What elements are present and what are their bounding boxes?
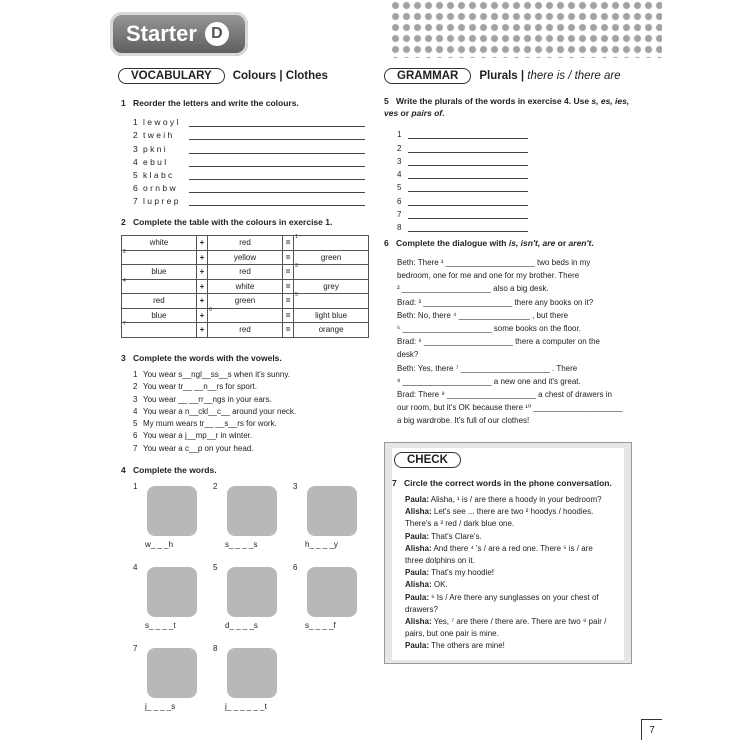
grammar-heading <box>384 68 621 84</box>
vowel-sentence <box>133 444 296 456</box>
shirt-image <box>147 567 197 617</box>
answer-line[interactable] <box>408 129 528 139</box>
gap-number: 2 <box>123 248 126 255</box>
speaker-name: Paula: <box>405 592 430 602</box>
exercise-6-dialogue <box>397 256 637 427</box>
gap-number: 7 <box>123 321 126 327</box>
check-dialogue-line <box>405 579 627 591</box>
scrambled-word-row <box>133 167 373 180</box>
dialogue-line: Brad: ⁶ ____________________ there a computer on the <box>397 337 601 347</box>
answer-line[interactable] <box>189 196 365 206</box>
scrambled-word-row <box>133 127 373 140</box>
colour-cell-result: green <box>294 250 369 265</box>
answer-line[interactable] <box>408 169 528 179</box>
dialogue-line: bedroom, one for me and one for my brother. There <box>397 271 580 281</box>
gap-number: 5 <box>295 292 298 298</box>
word-blank: s_ _ _ _t <box>145 621 176 630</box>
speaker-name: Paula: <box>405 568 430 578</box>
clothing-item <box>133 563 211 641</box>
line-text: Let's see ... there are two ² hoodys / hoodies. <box>431 507 594 517</box>
clothing-item <box>213 563 291 641</box>
speaker-name: Alisha: <box>405 507 432 517</box>
dialogue-line: Beth: No, there ⁴ ________________ , but there <box>397 310 569 320</box>
colour-table <box>121 235 369 338</box>
colour-cell-a: red <box>122 294 197 309</box>
scrambled-word-row <box>133 193 373 206</box>
answer-line[interactable] <box>408 222 528 232</box>
plural-answer-row <box>397 179 528 192</box>
colour-table-row <box>122 279 369 294</box>
vowel-sentence <box>133 382 296 394</box>
answer-line[interactable] <box>189 117 365 127</box>
clothing-item <box>133 644 211 722</box>
colour-cell-b: yellow <box>208 250 283 265</box>
clothing-item <box>293 563 371 641</box>
line-text: ⁶ Is / Are there any sunglasses on your chest of <box>429 592 599 602</box>
line-text: There's a ³ red / dark blue one. <box>405 519 515 529</box>
sentence-text: You wear a n__ckl__c__ around your neck. <box>143 406 297 416</box>
speaker-name: Alisha: <box>405 580 432 590</box>
item-number: 3 <box>133 143 138 154</box>
line-text: Alisha, ¹ is / are there a hoody in your bedroom? <box>429 495 602 504</box>
equals-sign: = <box>282 265 293 280</box>
colour-cell-a: white <box>122 236 197 251</box>
scrambled-word: l u p r e p <box>143 196 179 207</box>
dialogue-line: Beth: Yes, there ⁷ ____________________ . There <box>397 363 578 373</box>
plural-answer-row <box>397 166 528 179</box>
plus-sign: + <box>196 265 207 280</box>
word-blank: w_ _ _h <box>145 540 174 549</box>
item-number: 1 <box>133 482 138 491</box>
item-number: 3 <box>293 482 298 491</box>
colour-table-row <box>122 236 369 251</box>
scrambled-word: e b u l <box>143 156 167 167</box>
exercise-6-instruction: 6 Complete the dialogue with is, isn't, are or aren't. <box>384 238 594 248</box>
gap-number: 3 <box>295 263 298 269</box>
item-number: 8 <box>397 223 402 233</box>
answer-line[interactable] <box>189 183 365 193</box>
plural-answer-row <box>397 126 528 139</box>
item-number: 5 <box>133 169 138 180</box>
line-text: drawers? <box>405 604 438 614</box>
colour-cell-b <box>208 308 283 323</box>
equals-sign: = <box>282 294 293 309</box>
plus-sign: + <box>196 294 207 309</box>
item-number: 7 <box>133 644 138 653</box>
exercise-7-instruction: 7 Circle the correct words in the phone conversation. <box>392 478 612 488</box>
word-blank: d_ _ _ _s <box>225 621 258 630</box>
speaker-name: Paula: <box>405 495 430 504</box>
colour-cell-a: blue <box>122 265 197 280</box>
colour-table-row <box>122 308 369 323</box>
scarf-image <box>307 567 357 617</box>
item-number: 8 <box>213 644 218 653</box>
check-dialogue-line <box>405 506 627 518</box>
check-dialogue-line <box>405 616 627 628</box>
plural-answer-row <box>397 219 528 232</box>
exercise-3-instruction: 3 Complete the words with the vowels. <box>121 353 282 363</box>
item-number: 6 <box>293 563 298 572</box>
sentence-text: You wear __ __rr__ngs in your ears. <box>143 394 272 404</box>
vowel-sentence <box>133 370 296 382</box>
plural-answer-row <box>397 206 528 219</box>
check-dialogue-line <box>405 518 627 530</box>
colour-cell-a <box>122 279 197 294</box>
check-dialogue-line <box>405 567 627 579</box>
sentence-text: You wear a j__mp__r in winter. <box>143 431 253 441</box>
line-text: OK. <box>431 580 448 590</box>
vowel-sentence <box>133 395 296 407</box>
plus-sign: + <box>196 279 207 294</box>
halftone-decoration <box>390 0 662 58</box>
vowel-sentence <box>133 407 296 419</box>
exercise-1-list <box>133 114 373 206</box>
word-blank: h_ _ _ _y <box>305 540 338 549</box>
answer-line[interactable] <box>189 170 365 180</box>
colour-cell-result <box>294 294 369 309</box>
colour-cell-result <box>294 265 369 280</box>
item-number: 2 <box>213 482 218 491</box>
item-number: 2 <box>133 382 138 392</box>
check-dialogue-line <box>405 628 627 640</box>
exercise-7-dialogue <box>405 494 627 652</box>
answer-line[interactable] <box>408 209 528 219</box>
item-number: 1 <box>133 117 138 128</box>
plural-answer-row <box>397 192 528 205</box>
dialogue-line: Brad: There ⁹ ____________________ a chest of drawers in <box>397 389 612 399</box>
answer-line[interactable] <box>189 157 365 167</box>
clothing-item <box>213 482 291 560</box>
gap-number: 6 <box>209 306 212 313</box>
check-dialogue-line <box>405 592 627 604</box>
dress-image <box>227 567 277 617</box>
scrambled-word-row <box>133 140 373 153</box>
equals-sign: = <box>282 236 293 251</box>
sentence-text: You wear a c__p on your head. <box>143 443 254 453</box>
vowel-sentence <box>133 431 296 443</box>
exercise-2-instruction: 2 Complete the table with the colours in exercise 1. <box>121 217 333 227</box>
plus-sign: + <box>196 250 207 265</box>
unit-letter-badge: D <box>205 22 229 46</box>
jeans-image <box>147 648 197 698</box>
item-number: 3 <box>397 156 402 166</box>
vocabulary-topic: Colours | Clothes <box>232 70 328 82</box>
clothing-item <box>133 482 211 560</box>
plural-answer-row <box>397 153 528 166</box>
dialogue-line: ⁵ ____________________ some books on the floor. <box>397 323 581 333</box>
check-dialogue-line <box>405 494 627 506</box>
colour-cell-result <box>294 236 369 251</box>
item-number: 7 <box>397 210 402 220</box>
line-text: The others are mine! <box>429 641 505 651</box>
exercise-4-instruction: 4 Complete the words. <box>121 465 217 475</box>
page-number: 7 <box>641 719 662 740</box>
dialogue-line: desk? <box>397 350 419 360</box>
scrambled-word: o r n b w <box>143 183 176 194</box>
colour-cell-b: red <box>208 236 283 251</box>
exercise-5-lines <box>397 126 528 232</box>
item-number: 1 <box>133 370 138 379</box>
colour-table-row <box>122 250 369 265</box>
dialogue-line: Brad: ³ ____________________ there any books on it? <box>397 297 594 307</box>
item-number: 6 <box>133 183 138 194</box>
colour-cell-b: red <box>208 265 283 280</box>
colour-cell-result: orange <box>294 323 369 338</box>
colour-cell-b: green <box>208 294 283 309</box>
colour-table-row <box>122 323 369 338</box>
check-dialogue-line <box>405 640 627 652</box>
vocabulary-label: VOCABULARY <box>118 68 225 84</box>
item-number: 2 <box>133 130 138 141</box>
equals-sign: = <box>282 323 293 338</box>
scrambled-word: p k n i <box>143 143 166 154</box>
vocabulary-heading <box>118 68 328 84</box>
speaker-name: Paula: <box>405 531 430 541</box>
clothing-item <box>213 644 291 722</box>
gap-number: 4 <box>123 277 126 284</box>
colour-cell-a <box>122 250 197 265</box>
line-text: Yes, ⁷ are there / there are. There are two ⁸ pair / <box>431 616 607 626</box>
item-number: 1 <box>397 130 402 140</box>
unit-banner <box>110 12 248 56</box>
exercise-3-list <box>133 370 296 456</box>
equals-sign: = <box>282 279 293 294</box>
answer-line[interactable] <box>408 143 528 153</box>
answer-line[interactable] <box>408 182 528 192</box>
dialogue-line: our room, but it's OK because there ¹⁰ ____________________ <box>397 403 623 413</box>
answer-line[interactable] <box>408 156 528 166</box>
answer-line[interactable] <box>189 130 365 140</box>
exercise-4-grid <box>133 482 373 712</box>
check-heading <box>394 450 461 468</box>
item-number: 5 <box>397 183 402 193</box>
watch-image <box>147 486 197 536</box>
clothing-item <box>293 482 371 560</box>
item-number: 7 <box>133 196 138 207</box>
item-number: 2 <box>397 143 402 153</box>
plus-sign: + <box>196 236 207 251</box>
speaker-name: Alisha: <box>405 616 432 626</box>
colour-cell-result: light blue <box>294 308 369 323</box>
item-number: 4 <box>133 156 138 167</box>
plus-sign: + <box>196 308 207 323</box>
word-blank: j_ _ _ _ _ _t <box>225 702 267 711</box>
item-number: 4 <box>397 170 402 180</box>
unit-title: Starter <box>126 21 197 46</box>
dialogue-line: ⁸ ____________________ a new one and it's great. <box>397 376 581 386</box>
check-dialogue-line <box>405 531 627 543</box>
socks-image <box>227 486 277 536</box>
colour-cell-a <box>122 323 197 338</box>
scrambled-word-row <box>133 114 373 127</box>
colour-table-row <box>122 294 369 309</box>
item-number: 5 <box>213 563 218 572</box>
grammar-label: GRAMMAR <box>384 68 471 84</box>
line-text: That's Clare's. <box>429 531 482 541</box>
item-number: 4 <box>133 563 138 572</box>
answer-line[interactable] <box>408 196 528 206</box>
scrambled-word: t w e i h <box>143 130 173 141</box>
sentence-text: You wear tr__ __n__rs for sport. <box>143 382 257 392</box>
plus-sign: + <box>196 323 207 338</box>
sentence-text: You wear s__ngl__ss__s when it's sunny. <box>143 370 290 379</box>
colour-cell-result: grey <box>294 279 369 294</box>
exercise-5-instruction: 5 Write the plurals of the words in exercise 4. Use s, es, ies, ves or pairs of. <box>384 96 630 118</box>
item-number: 5 <box>133 419 138 429</box>
scrambled-word-row <box>133 154 373 167</box>
dialogue-line: a big wardrobe. It's full of our clothes! <box>397 416 530 426</box>
dialogue-line: Beth: There ¹ ____________________ two beds in my <box>397 258 591 267</box>
scrambled-word-row <box>133 180 373 193</box>
jacket-image <box>227 648 277 698</box>
dialogue-line: ² ____________________ also a big desk. <box>397 284 549 294</box>
answer-line[interactable] <box>189 144 365 154</box>
item-number: 6 <box>133 431 138 441</box>
speaker-name: Alisha: <box>405 543 432 553</box>
gap-number: 1 <box>295 234 298 240</box>
colour-cell-b: red <box>208 323 283 338</box>
speaker-name: Paula: <box>405 641 430 651</box>
sentence-text: My mum wears tr__ __s__rs for work. <box>143 419 277 429</box>
scrambled-word: l e w o y l <box>143 117 179 128</box>
equals-sign: = <box>282 250 293 265</box>
scrambled-word: k l a b c <box>143 169 173 180</box>
check-label: CHECK <box>394 452 461 468</box>
item-number: 3 <box>133 394 138 404</box>
word-blank: j_ _ _ _s <box>145 702 176 711</box>
item-number: 4 <box>133 406 138 416</box>
equals-sign: = <box>282 308 293 323</box>
item-number: 7 <box>133 443 138 453</box>
word-blank: s_ _ _ _f <box>305 621 336 630</box>
vowel-sentence <box>133 419 296 431</box>
colour-table-row <box>122 265 369 280</box>
item-number: 6 <box>397 196 402 206</box>
line-text: That's my hoodie! <box>429 568 494 578</box>
hoody-image <box>307 486 357 536</box>
line-text: pairs, but one pair is mine. <box>405 629 499 639</box>
colour-cell-a: blue <box>122 308 197 323</box>
plural-answer-row <box>397 139 528 152</box>
check-dialogue-line <box>405 555 627 567</box>
colour-cell-b: white <box>208 279 283 294</box>
exercise-1-instruction: 1 Reorder the letters and write the colours. <box>121 98 299 108</box>
check-dialogue-line <box>405 543 627 555</box>
line-text: three dolphins on it. <box>405 555 475 565</box>
word-blank: s_ _ _ _s <box>225 540 258 549</box>
check-dialogue-line <box>405 604 627 616</box>
grammar-topic: Plurals | there is / there are <box>479 70 621 82</box>
line-text: And there ⁴ 's / are a red one. There ⁵ is / are <box>431 543 593 553</box>
